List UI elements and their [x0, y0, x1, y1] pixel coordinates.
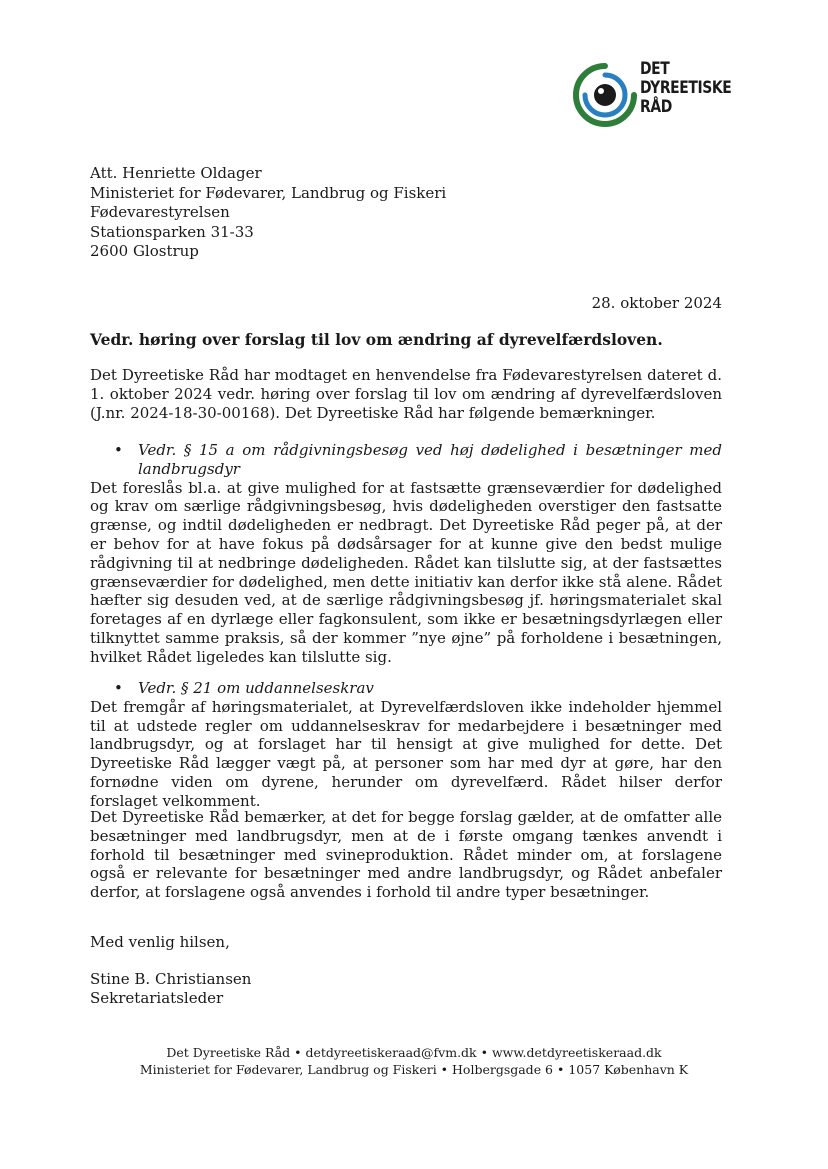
- bullet-heading-row: [90, 441, 722, 479]
- footer-address-line: Ministeriet for Fødevarer, Landbrug og Fiskeri • Holbergsgade 6 • 1057 København K: [139, 1062, 689, 1077]
- council-logo: [572, 58, 742, 128]
- bullet-body: Det fremgår af høringsmaterialet, at Dyrevelfærdsloven ikke indeholder hjemmel til at udstede regler om uddannelseskrav for medarbejdere i besætninger med landbrugsdyr, og at forslaget har til hensigt at give mulighed for dette. Det Dyreetiske Råd lægger vægt på, at personer som har med dyr at gøre, har den fornødne viden om dyrene, herunder om dyrevelfærd. Rådet hilser derfor forslaget velkomment.: [90, 697, 722, 810]
- logo-wordmark: [640, 60, 731, 117]
- footer-contact-line: Det Dyreetiske Råd • detdyreetiskeraad@fvm.dk • www.detdyreetiskeraad.dk: [166, 1045, 662, 1060]
- bullet-heading: Vedr. § 15 a om rådgivningsbesøg ved høj dødelighed i besætninger med landbrugsdyr: [138, 441, 722, 478]
- bullet-heading: Vedr. § 21 om uddannelseskrav: [138, 679, 374, 697]
- bullet-heading-row: [90, 679, 722, 698]
- bullet-marker: •: [114, 679, 123, 697]
- bullet-section: [90, 441, 722, 667]
- logo-line-1: DET: [640, 59, 670, 79]
- recipient-line: Fødevarestyrelsen: [90, 203, 230, 221]
- logo-line-2: DYREETISKE: [640, 78, 732, 98]
- logo-line-3: RÅD: [640, 97, 672, 117]
- letter-footer: [0, 1044, 828, 1078]
- signatory-name: Stine B. Christiansen: [90, 970, 252, 988]
- recipient-line: Stationsparken 31-33: [90, 222, 254, 241]
- letter-date: 28. oktober 2024: [591, 294, 722, 312]
- closing-paragraph: Det Dyreetiske Råd bemærker, at det for begge forslag gælder, at de omfatter alle besætninger med landbrugsdyr, men at de i første omgang tænkes anvendt i forhold til besætninger med svineproduktion. Rådet minder om, at forslagene også er relevante for besætninger med andre landbrugsdyr, og Rådet anbefaler derfor, at forslagene også anvendes i forhold til andre typer besætninger.: [90, 808, 722, 902]
- signature-block: [90, 970, 251, 1008]
- letter-subject: Vedr. høring over forslag til lov om ændring af dyrevelfærdsloven.: [90, 330, 663, 349]
- eye-logo-icon: [572, 62, 638, 128]
- bullet-section: [90, 679, 722, 811]
- recipient-line: Att. Henriette Oldager: [90, 164, 262, 182]
- recipient-address: [90, 164, 446, 262]
- intro-paragraph: Det Dyreetiske Råd har modtaget en henvendelse fra Fødevarestyrelsen dateret d. 1. oktober 2024 vedr. høring over forslag til lov om ændring af dyrevelfærdsloven (J.nr. 2024-18-30-00168). Det Dyreetiske Råd har følgende bemærkninger.: [90, 366, 722, 422]
- recipient-line: Ministeriet for Fødevarer, Landbrug og Fiskeri: [90, 183, 447, 202]
- bullet-marker: •: [114, 441, 123, 459]
- bullet-body: Det foreslås bl.a. at give mulighed for at fastsætte grænseværdier for dødelighed og krav om særlige rådgivningsbesøg, hvis dødeligheden overstiger den fastsatte grænse, og indtil dødeligheden er nedbragt. Det Dyreetiske Råd peger på, at der er behov for at have fokus på dødsårsager for at kunne give den bedst mulige rådgivning til at nedbringe dødeligheden. Rådet kan tilslutte sig, at der fastsættes grænseværdier for dødelighed, men dette initiativ kan derfor ikke stå alene. Rådet hæfter sig desuden ved, at de særlige rådgivningsbesøg jf. høringsmaterialet skal foretages af en dyrlæge eller fagkonsulent, som ikke er besætningsdyrlægen eller tilknyttet samme praksis, så der kommer ”nye øjne” på forholdene i besætningen, hvilket Rådet ligeledes kan tilslutte sig.: [90, 478, 722, 666]
- greeting: Med venlig hilsen,: [90, 933, 230, 951]
- recipient-line: 2600 Glostrup: [90, 242, 199, 260]
- signatory-title: Sekretariatsleder: [90, 989, 224, 1007]
